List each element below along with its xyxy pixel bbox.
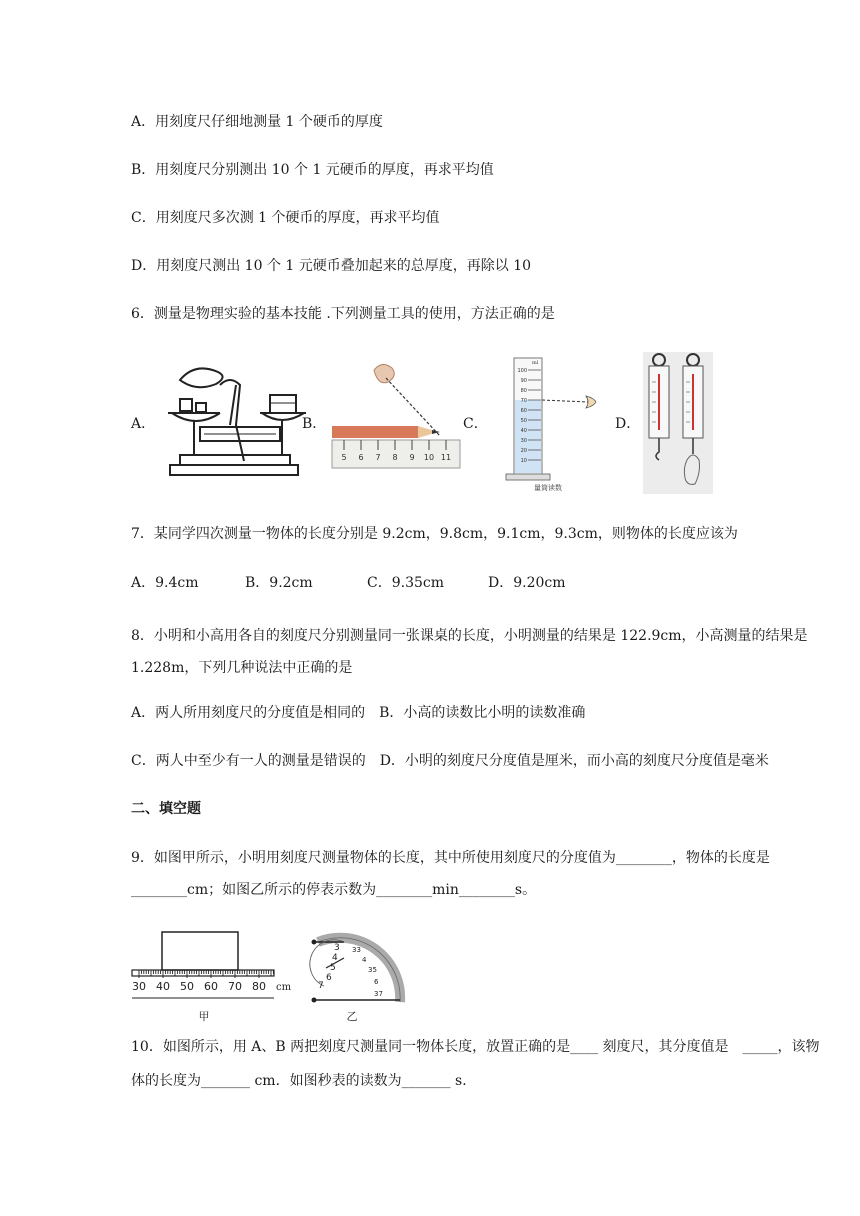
ruler-jia-tick: 60 [204, 980, 218, 993]
stopwatch-yi-figure [304, 926, 408, 1026]
q6-label-a: A． [131, 416, 156, 432]
dial-inner-label: 3 [334, 943, 340, 953]
ruler-b-tick: 9 [409, 453, 415, 462]
q7-option-d: D．9.20cm [488, 575, 566, 591]
cylinder-tick: 80 [520, 388, 527, 394]
dial-outer-label: 33 [352, 946, 361, 954]
q9-stem: 9．如图甲所示，小明用刻度尺测量物体的长度，其中所使用刻度尺的分度值为________，物体的长度是________cm；如图乙所示的停表示数为________min________s。 [131, 850, 770, 898]
ruler-jia-tick: 50 [180, 980, 194, 993]
ruler-b-tick: 5 [341, 453, 347, 462]
cylinder-tick: 60 [520, 408, 527, 414]
dial-outer-label: 4 [362, 956, 367, 964]
q5-option-a: A．用刻度尺仔细地测量 1 个硬币的厚度 [131, 114, 383, 130]
ruler-b-tick: 8 [392, 453, 398, 462]
q7-options [131, 573, 566, 593]
dial-inner-label: 4 [332, 953, 338, 963]
ruler-b-tick: 6 [358, 453, 364, 462]
cylinder-tick: 50 [520, 418, 527, 424]
ruler-jia-tick: 30 [132, 980, 146, 993]
ruler-b-tick: 10 [423, 453, 435, 462]
fig-label-jia: 甲 [198, 1010, 210, 1023]
q6-label-b: B． [302, 416, 327, 432]
cylinder-tick: 90 [520, 378, 527, 384]
pencil-ruler-figure [330, 360, 462, 472]
section-title: 二、填空题 [131, 801, 201, 817]
ruler-b-tick: 7 [375, 453, 381, 462]
ruler-jia-tick: 70 [228, 980, 242, 993]
q6-label-c: C． [463, 416, 488, 432]
balance-scale-figure [160, 355, 308, 485]
spring-scale-figure [643, 352, 713, 494]
cylinder-caption: 量筒读数 [534, 484, 562, 492]
q5-option-b: B．用刻度尺分别测出 10 个 1 元硬币的厚度，再求平均值 [131, 162, 494, 178]
q8-options-ab: A．两人所用刻度尺的分度值是相同的 B．小高的读数比小明的读数准确 [131, 705, 586, 721]
q5-option-c: C．用刻度尺多次测 1 个硬币的厚度，再求平均值 [131, 210, 440, 226]
dial-outer-label: 37 [374, 990, 383, 998]
dial-inner-label: 6 [326, 973, 332, 983]
q8-options-cd: C．两人中至少有一人的测量是错误的 D．小明的刻度尺分度值是厘米，而小高的刻度尺分度值是毫米 [131, 753, 769, 769]
cylinder-tick: 10 [520, 458, 527, 464]
q7-option-b: B．9.2cm [245, 575, 313, 591]
q10-stem: 10．如图所示，用 A、B 两把刻度尺测量同一物体长度，放置正确的是____ 刻度尺，其分度值是 _____，该物体的长度为_______ cm．如图秒表的读数为_______ s． [131, 1039, 820, 1089]
cylinder-unit: ml [532, 360, 539, 366]
q6-stem: 6．测量是物理实验的基本技能 .下列测量工具的使用，方法正确的是 [131, 306, 555, 322]
dial-inner-label: 7 [318, 981, 324, 991]
q8-stem: 8．小明和小高用各自的刻度尺分别测量同一张课桌的长度，小明测量的结果是 122.9cm，小高测量的结果是 1.228m，下列几种说法中正确的是 [131, 628, 808, 676]
cylinder-tick: 100 [517, 368, 527, 374]
dial-outer-label: 6 [374, 978, 379, 986]
ruler-b-tick: 11 [440, 453, 452, 462]
q6-label-d: D． [615, 416, 641, 432]
ruler-jia-figure [128, 926, 292, 1026]
graduated-cylinder-figure [500, 352, 610, 494]
fig-label-yi: 乙 [346, 1010, 358, 1023]
q7-stem: 7．某同学四次测量一物体的长度分别是 9.2cm，9.8cm，9.1cm，9.3cm，则物体的长度应该为 [131, 526, 738, 542]
dial-inner-label: 5 [330, 963, 336, 973]
dial-outer-label: 35 [368, 966, 377, 974]
q7-option-c: C．9.35cm [367, 575, 444, 591]
q7-option-a: A．9.4cm [131, 575, 199, 591]
cylinder-tick: 70 [520, 398, 527, 404]
cylinder-tick: 20 [520, 448, 527, 454]
ruler-jia-tick: 80 [252, 980, 266, 993]
ruler-jia-tick: 40 [156, 980, 170, 993]
q5-option-d: D．用刻度尺测出 10 个 1 元硬币叠加起来的总厚度，再除以 10 [131, 258, 532, 274]
cylinder-tick: 30 [520, 438, 527, 444]
ruler-jia-unit: cm [276, 982, 292, 993]
cylinder-tick: 40 [520, 428, 527, 434]
